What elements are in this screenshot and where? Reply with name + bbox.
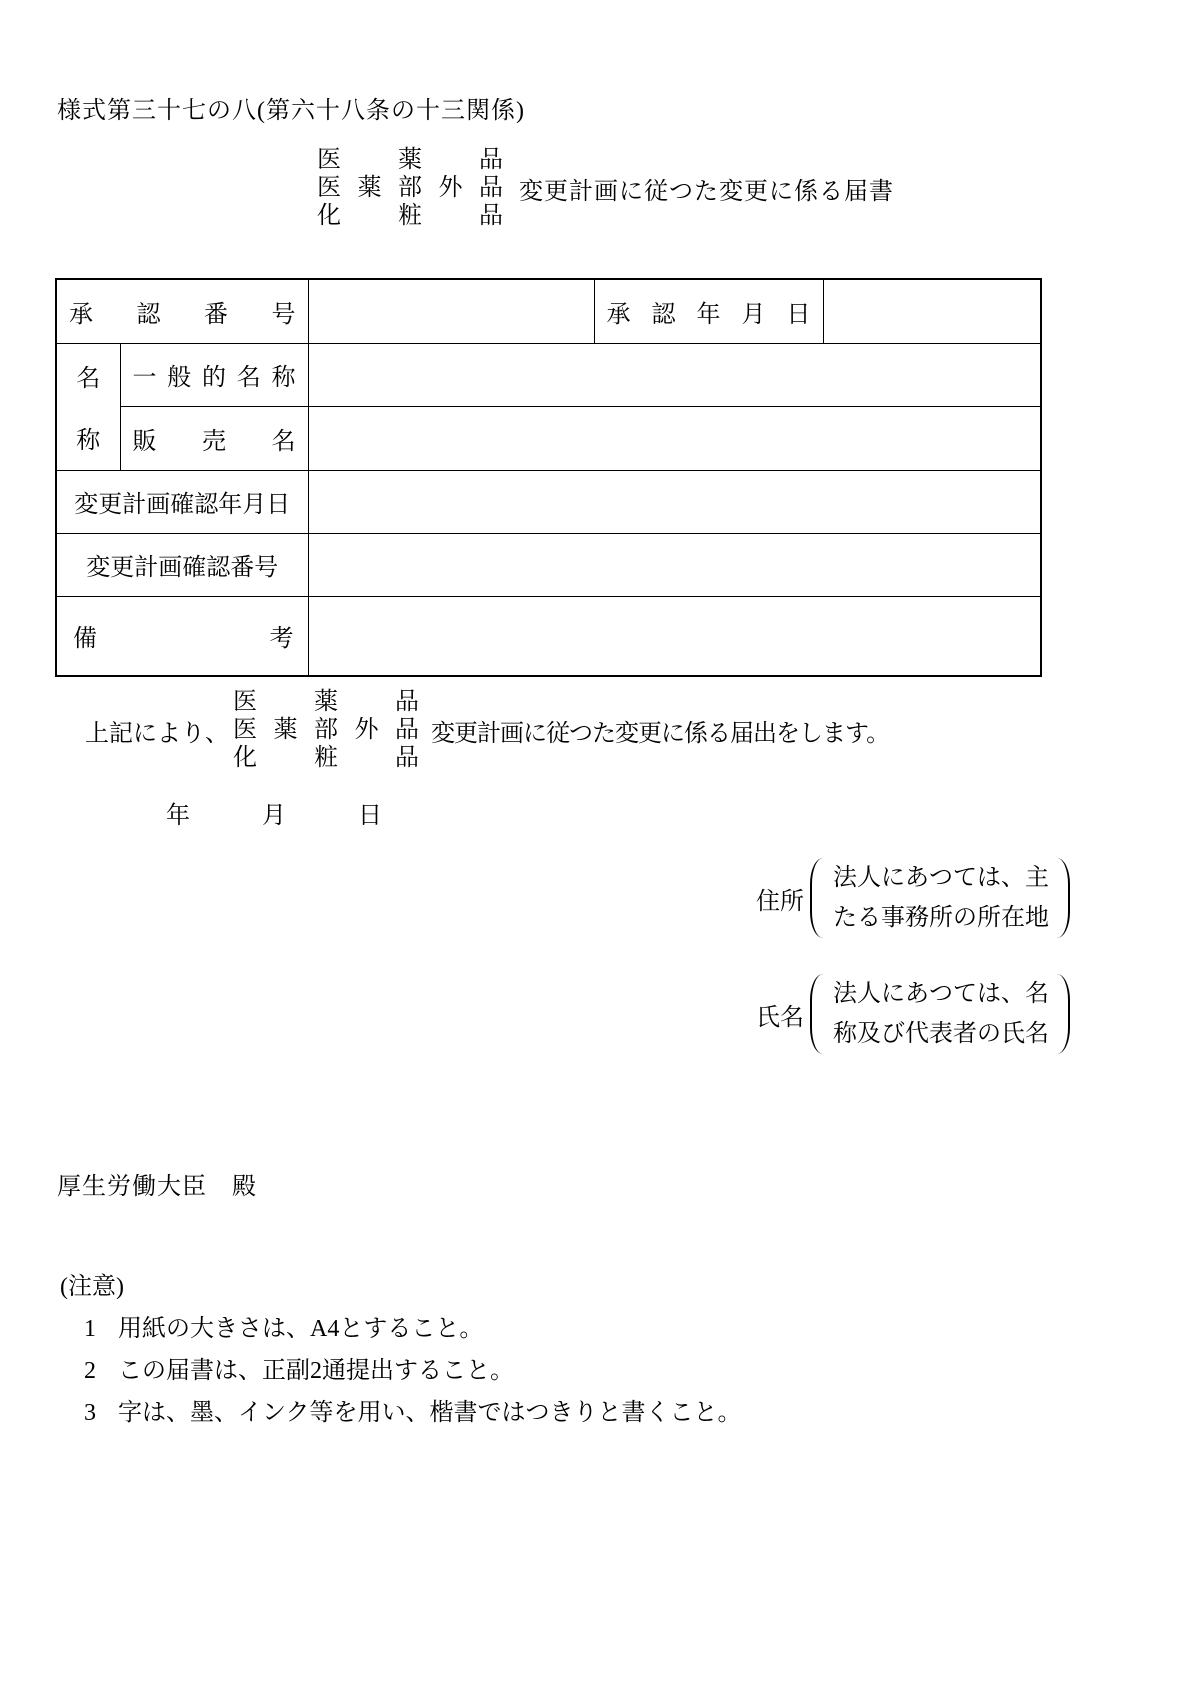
brand-name-label-cell [120,406,308,470]
table-row-plan-confirm-number [56,533,1041,596]
note-item [60,1400,742,1426]
product-type-drug: 医薬品 [317,147,503,173]
document-title: 変更計画に従つた変更に係る届書 [519,178,894,205]
address-note-line1: 法人にあつては、主 [833,865,1049,891]
statement-prefix: 上記により、 [85,720,229,747]
plan-confirm-number-field[interactable] [308,533,1041,596]
statement-product-cosmetic: 化粧品 [233,745,419,771]
approval-date-field[interactable] [823,279,1041,343]
product-type-cosmetic: 化粧品 [317,203,503,229]
remarks-label: 備考 [73,626,294,653]
paren-open [810,974,823,1054]
note-item [60,1316,742,1342]
approval-date-label-cell [594,279,823,343]
plan-confirm-number-label: 変更計画確認番号 [86,555,279,581]
product-type-quasi-drug: 医薬部外品 [317,175,503,201]
plan-confirm-date-label-cell [56,470,308,533]
note-text: 用紙の大きさは、A4とすること。 [118,1316,484,1342]
paren-open [810,858,823,938]
recipient-line: 厚生労働大臣 殿 [57,1174,257,1200]
remarks-label-cell [56,596,308,676]
note-item [60,1358,742,1384]
generic-name-label-cell [120,343,308,406]
form-number: 様式第三十七の八(第六十八条の十三関係) [57,98,525,124]
approval-date-label: 承認年月日 [606,301,811,328]
table-row-brand-name [56,406,1041,470]
generic-name-field[interactable] [308,343,1041,406]
name-note-line1: 法人にあつては、名 [833,981,1049,1007]
notes-section [60,1274,742,1426]
name-note [833,974,1049,1054]
name-group-label-cell [56,343,120,470]
note-text: 字は、墨、インク等を用い、楷書ではつきりと書くこと。 [118,1400,742,1426]
table-row-plan-confirm-date [56,470,1041,533]
remarks-field[interactable] [308,596,1041,676]
generic-name-label: 一般的名称 [132,365,296,391]
product-type-list [317,146,503,230]
approval-number-label: 承認番号 [69,301,296,328]
plan-confirm-date-label: 変更計画確認年月日 [74,492,291,518]
paren-close [1057,858,1070,938]
brand-name-field[interactable] [308,406,1041,470]
application-table [55,278,1042,677]
approval-number-field[interactable] [308,279,594,343]
name-label: 氏名 [756,1004,804,1031]
address-note-line2: たる事務所の所在地 [833,905,1049,931]
table-row-approval [56,279,1041,343]
statement-product-drug: 医薬品 [233,689,419,715]
note-text: この届書は、正副2通提出すること。 [118,1358,514,1384]
submission-statement [85,688,889,772]
note-number: 1 [84,1316,96,1342]
table-row-generic-name [56,343,1041,406]
notes-heading: (注意) [60,1274,124,1300]
document-header [317,146,894,230]
note-number: 2 [84,1358,96,1384]
address-label: 住所 [756,888,804,915]
name-note-line2: 称及び代表者の氏名 [833,1021,1049,1047]
address-block[interactable] [756,858,1070,938]
statement-product-type-list [233,688,419,772]
plan-confirm-date-field[interactable] [308,470,1041,533]
date-fill-line[interactable]: 年 月 日 [166,803,382,829]
address-note [833,858,1049,938]
brand-name-label: 販売名 [132,428,296,455]
table-row-remarks [56,596,1041,676]
statement-suffix: 変更計画に従つた変更に係る届出をします。 [431,720,890,747]
name-block[interactable] [756,974,1070,1054]
plan-confirm-number-label-cell [56,533,308,596]
name-group-label: 名 称 [76,366,101,454]
statement-product-quasi-drug: 医薬部外品 [233,717,419,743]
paren-close [1057,974,1070,1054]
approval-number-label-cell [56,279,308,343]
note-number: 3 [84,1400,96,1426]
